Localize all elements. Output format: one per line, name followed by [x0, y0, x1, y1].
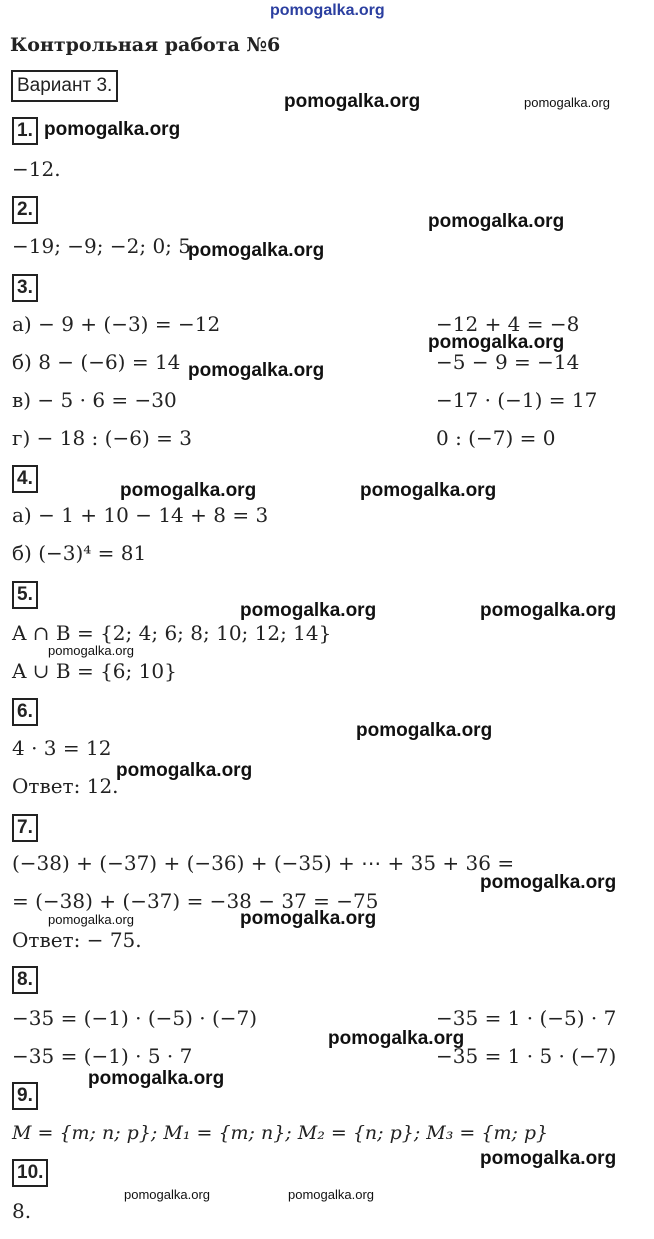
- watermark: pomogalka.org: [48, 912, 134, 927]
- task-3-right-b: −5 − 9 = −14: [436, 350, 580, 374]
- watermark: pomogalka.org: [524, 95, 610, 110]
- watermark: pomogalka.org: [240, 600, 377, 621]
- task-1-answer: −12.: [12, 157, 61, 181]
- watermark: pomogalka.org: [120, 480, 257, 501]
- task-8-left-2: −35 = (−1) · 5 · 7: [12, 1044, 193, 1068]
- task-9-sets: M = {m; n; p}; M₁ = {m; n}; M₂ = {n; p}; M₃ = {m; p}: [12, 1122, 549, 1144]
- task-3-right-d: 0 : (−7) = 0: [436, 426, 556, 450]
- task-6-calc: 4 · 3 = 12: [12, 736, 112, 760]
- task-2-answer: −19; −9; −2; 0; 5: [12, 234, 192, 258]
- watermark: pomogalka.org: [328, 1028, 465, 1049]
- watermark: pomogalka.org: [88, 1068, 225, 1089]
- task-number-1: 1.: [12, 117, 38, 145]
- watermark: pomogalka.org: [240, 908, 377, 929]
- task-number-3: 3.: [12, 274, 38, 302]
- task-8-left-1: −35 = (−1) · (−5) · (−7): [12, 1006, 258, 1030]
- task-number-2: 2.: [12, 196, 38, 224]
- watermark: pomogalka.org: [480, 1148, 617, 1169]
- task-number-10: 10.: [12, 1159, 48, 1187]
- watermark: pomogalka.org: [188, 360, 325, 381]
- watermark: pomogalka.org: [284, 91, 421, 112]
- task-number-4: 4.: [12, 465, 38, 493]
- task-number-8: 8.: [12, 966, 38, 994]
- watermark: pomogalka.org: [480, 872, 617, 893]
- task-7-line-2: = (−38) + (−37) = −38 − 37 = −75: [12, 889, 379, 913]
- task-number-9: 9.: [12, 1082, 38, 1110]
- site-watermark-header: pomogalka.org: [270, 2, 385, 19]
- task-3-left-d: г) − 18 : (−6) = 3: [12, 426, 192, 450]
- watermark: pomogalka.org: [44, 119, 181, 140]
- task-3-right-a: −12 + 4 = −8: [436, 312, 580, 336]
- watermark: pomogalka.org: [124, 1187, 210, 1202]
- task-4-b: б) (−3)⁴ = 81: [12, 541, 147, 565]
- watermark: pomogalka.org: [48, 643, 134, 658]
- task-7-answer: Ответ: − 75.: [12, 928, 142, 952]
- watermark: pomogalka.org: [116, 760, 253, 781]
- task-3-left-b: б) 8 − (−6) = 14: [12, 350, 181, 374]
- task-5-union: A ∪ B = {6; 10}: [12, 659, 177, 683]
- watermark: pomogalka.org: [188, 240, 325, 261]
- watermark: pomogalka.org: [480, 600, 617, 621]
- watermark: pomogalka.org: [428, 211, 565, 232]
- task-5-intersection: A ∩ B = {2; 4; 6; 8; 10; 12; 14}: [12, 621, 332, 645]
- task-number-5: 5.: [12, 581, 38, 609]
- task-6-answer: Ответ: 12.: [12, 774, 119, 798]
- watermark: pomogalka.org: [356, 720, 493, 741]
- task-8-right-1: −35 = 1 · (−5) · 7: [436, 1006, 617, 1030]
- task-7-line-1: (−38) + (−37) + (−36) + (−35) + ⋯ + 35 + 36 =: [12, 851, 515, 875]
- task-10-answer: 8.: [12, 1199, 32, 1223]
- task-3-left-a: а) − 9 + (−3) = −12: [12, 312, 221, 336]
- task-4-a: а) − 1 + 10 − 14 + 8 = 3: [12, 503, 269, 527]
- task-8-right-2: −35 = 1 · 5 · (−7): [436, 1044, 617, 1068]
- task-number-6: 6.: [12, 698, 38, 726]
- page-title: Контрольная работа №6: [10, 34, 281, 56]
- variant-label: Вариант 3.: [11, 70, 118, 102]
- task-3-right-c: −17 · (−1) = 17: [436, 388, 598, 412]
- task-3-left-c: в) − 5 · 6 = −30: [12, 388, 177, 412]
- task-number-7: 7.: [12, 814, 38, 842]
- watermark: pomogalka.org: [288, 1187, 374, 1202]
- watermark: pomogalka.org: [428, 332, 565, 353]
- watermark: pomogalka.org: [360, 480, 497, 501]
